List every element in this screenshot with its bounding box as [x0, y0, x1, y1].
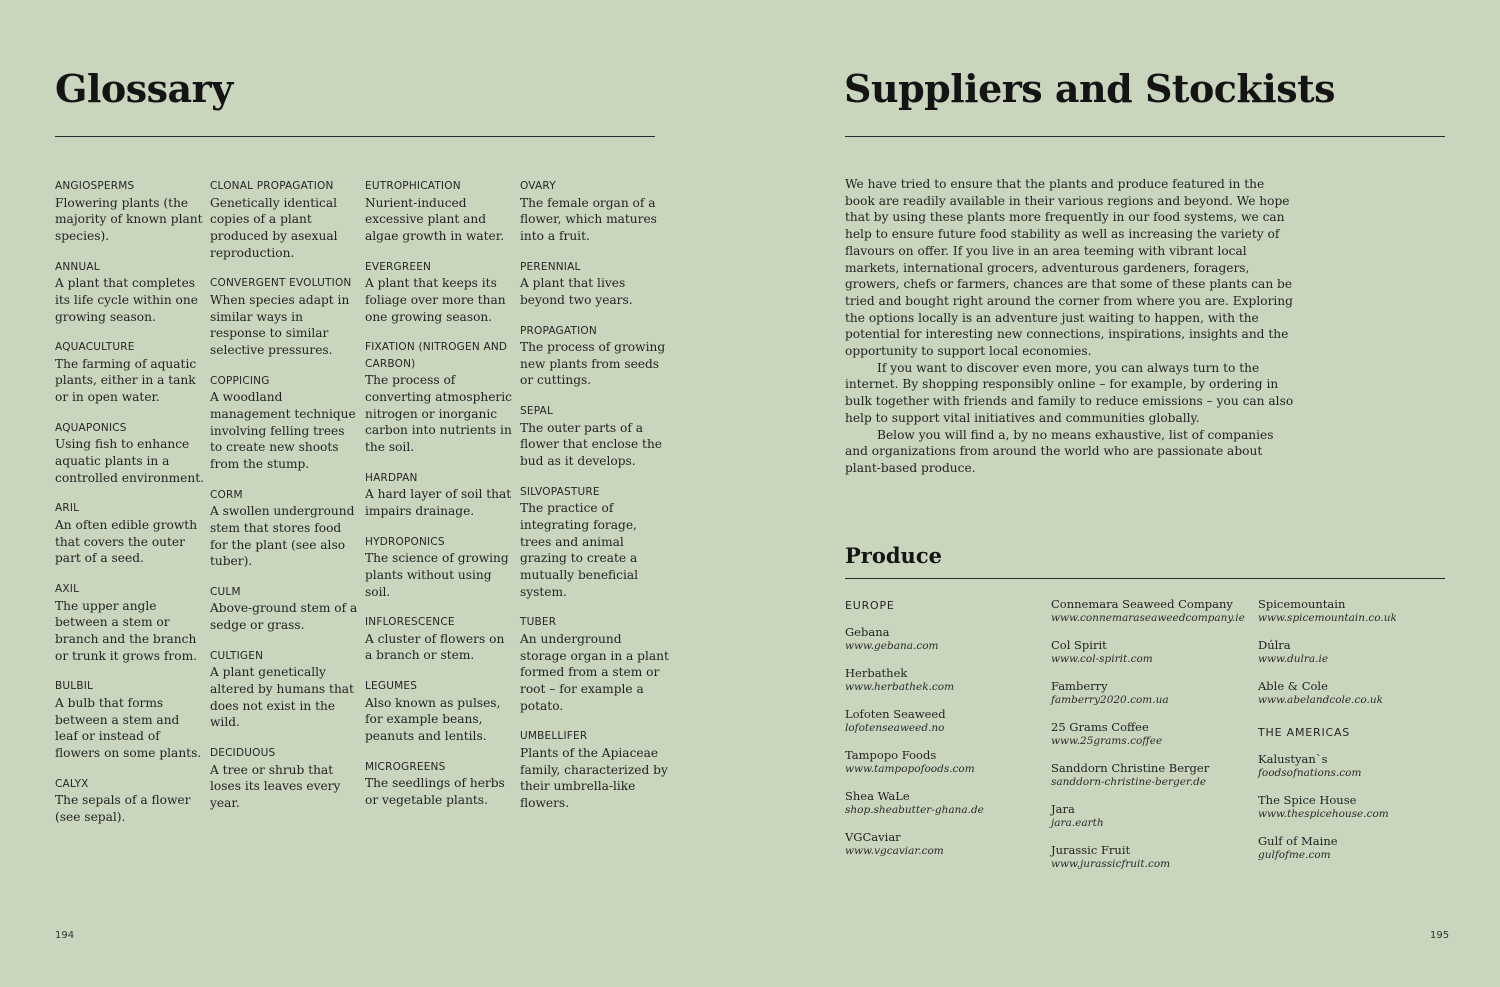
supplier-name: Connemara Seaweed Company	[1051, 597, 1233, 611]
supplier-url: www.dulra.ie	[1258, 653, 1329, 665]
intro-paragraph-1: We have tried to ensure that the plants and produce featured in the book are readily available in their various regions and beyond. We hope that by using these plants more frequently in our food systems, we can help to ensure future food stability as well as increasing the variety of flavours on offer. If you live in an area teeming with vibrant local markets, international grocers, adventurous gardeners, foragers, growers, chefs or farmers, chances are that some of these plants can be tried and bought right around the corner from where you are. Exploring the options locally is an adventure just waiting to happen, with the potential for interesting new connections, inspirations, insights and the opportunity to support local economies.	[845, 177, 1293, 359]
glossary-term-heading: EVERGREEN	[365, 260, 432, 273]
glossary-term-heading: FIXATION (NITROGEN AND CARBON)	[365, 341, 508, 370]
glossary-term	[55, 339, 205, 406]
suppliers-column-1	[845, 598, 1045, 871]
glossary-term	[55, 581, 205, 664]
supplier-name: Famberry	[1051, 679, 1108, 693]
supplier-url: www.tampopofoods.com	[845, 763, 975, 775]
glossary-column-1	[55, 178, 205, 840]
glossary-term-heading: MICROGREENS	[365, 760, 446, 773]
supplier-name: Sanddorn Christine Berger	[1051, 761, 1210, 775]
glossary-term	[365, 759, 515, 809]
supplier-url: jara.earth	[1051, 817, 1104, 829]
page-number-left: 194	[55, 930, 75, 941]
supplier-url: www.abelandcole.co.uk	[1258, 694, 1383, 706]
glossary-term-heading: BULBIL	[55, 680, 94, 693]
supplier-name: Shea WaLe	[845, 789, 910, 803]
glossary-term	[365, 678, 515, 745]
supplier-url: www.gebana.com	[845, 640, 939, 652]
suppliers-column-3	[1258, 597, 1458, 875]
supplier-name: Herbathek	[845, 666, 908, 680]
supplier-entry	[845, 707, 1045, 735]
supplier-name: Dúlra	[1258, 638, 1291, 652]
glossary-term-definition: The outer parts of a flower that enclose the bud as it develops.	[520, 420, 663, 469]
glossary-term-heading: DECIDUOUS	[210, 747, 276, 760]
supplier-name: Gulf of Maine	[1258, 834, 1338, 848]
glossary-term-heading: ANNUAL	[55, 260, 100, 273]
glossary-term-definition: Genetically identical copies of a plant produced by asexual reproduction.	[210, 195, 338, 260]
glossary-term	[210, 373, 360, 473]
glossary-term-definition: Flowering plants (the majority of known plant species).	[55, 195, 203, 243]
glossary-term-heading: AQUAPONICS	[55, 421, 127, 434]
supplier-name: Lofoten Seaweed	[845, 707, 946, 721]
suppliers-column-2	[1051, 597, 1251, 884]
glossary-term-definition: A plant that lives beyond two years.	[520, 276, 633, 307]
glossary-title: Glossary	[55, 66, 233, 111]
glossary-term	[520, 323, 670, 390]
glossary-term-definition: An underground storage organ in a plant formed from a stem or root – for example a potato.	[520, 631, 669, 713]
produce-title: Produce	[845, 543, 942, 568]
glossary-term-definition: A tree or shrub that loses its leaves every year.	[210, 762, 341, 811]
glossary-term-heading: INFLORESCENCE	[365, 616, 455, 629]
glossary-term	[365, 614, 515, 664]
glossary-term-heading: HARDPAN	[365, 471, 418, 484]
glossary-term-heading: CULM	[210, 585, 241, 598]
glossary-term	[210, 487, 360, 570]
supplier-entry	[845, 830, 1045, 858]
glossary-term-heading: SEPAL	[520, 405, 553, 418]
suppliers-title: Suppliers and Stockists	[844, 66, 1336, 111]
supplier-entry	[1258, 597, 1458, 625]
supplier-name: Jurassic Fruit	[1051, 843, 1131, 857]
glossary-term-definition: A swollen underground stem that stores food for the plant (see also tuber).	[210, 504, 355, 569]
supplier-url: sanddorn-christine-berger.de	[1051, 776, 1207, 788]
glossary-term	[365, 178, 515, 245]
glossary-term	[210, 178, 360, 261]
supplier-url: www.jurassicfruit.com	[1051, 858, 1171, 870]
supplier-name: VGCaviar	[845, 830, 901, 844]
supplier-name: The Spice House	[1258, 793, 1357, 807]
supplier-url: www.connemaraseaweedcompany.ie	[1051, 612, 1245, 624]
glossary-term	[520, 484, 670, 601]
supplier-entry	[1258, 834, 1458, 862]
glossary-term-heading: HYDROPONICS	[365, 535, 445, 548]
glossary-term	[365, 534, 515, 601]
glossary-term-heading: ARIL	[55, 502, 80, 515]
glossary-term-heading: CORM	[210, 488, 243, 501]
glossary-term	[210, 584, 360, 634]
glossary-term-definition: The female organ of a flower, which matures into a fruit.	[520, 195, 657, 243]
supplier-entry	[1258, 793, 1458, 821]
supplier-name: Able & Cole	[1258, 679, 1328, 693]
region-europe: EUROPE	[845, 599, 895, 612]
supplier-entry	[1051, 720, 1251, 748]
supplier-name: Jara	[1051, 802, 1075, 816]
glossary-term	[520, 259, 670, 309]
glossary-term-definition: A plant that completes its life cycle within one growing season.	[55, 276, 198, 324]
supplier-name: Tampopo Foods	[845, 748, 937, 762]
supplier-url: www.25grams.coffee	[1051, 735, 1163, 747]
region-americas: THE AMERICAS	[1258, 726, 1351, 739]
glossary-term-heading: TUBER	[520, 616, 557, 629]
supplier-entry	[845, 748, 1045, 776]
supplier-entry	[1051, 679, 1251, 707]
glossary-term	[55, 259, 205, 326]
supplier-entry	[1258, 638, 1458, 666]
glossary-term	[210, 275, 360, 358]
glossary-term-heading: COPPICING	[210, 374, 270, 387]
supplier-name: Gebana	[845, 625, 890, 639]
supplier-url: famberry2020.com.ua	[1051, 694, 1169, 706]
supplier-name: Spicemountain	[1258, 597, 1346, 611]
glossary-term	[55, 420, 205, 487]
glossary-term-definition: The process of growing new plants from seeds or cuttings.	[520, 340, 666, 388]
glossary-term	[55, 776, 205, 826]
supplier-entry	[1051, 802, 1251, 830]
supplier-entry	[1051, 597, 1251, 625]
supplier-url: www.thespicehouse.com	[1258, 808, 1389, 820]
glossary-term-definition: A hard layer of soil that impairs drainage.	[365, 487, 512, 518]
intro-paragraph-2: If you want to discover even more, you can always turn to the internet. By shopping responsibly online – for example, by ordering in bulk together with friends and family to reduce emissions – you can also help to support vital initiatives and communities globally.	[845, 360, 1294, 425]
glossary-term-definition: The process of converting atmospheric nitrogen or inorganic carbon into nutrients in the soil.	[365, 373, 512, 455]
supplier-url: www.col-spirit.com	[1051, 653, 1153, 665]
glossary-term-heading: AXIL	[55, 583, 80, 596]
supplier-entry	[1051, 843, 1251, 871]
glossary-term	[520, 614, 670, 714]
glossary-term-definition: An often edible growth that covers the outer part of a seed.	[55, 517, 198, 566]
supplier-entry	[1051, 638, 1251, 666]
glossary-term-definition: The sepals of a flower (see sepal).	[55, 793, 191, 824]
glossary-term-definition: Plants of the Apiaceae family, characterized by their umbrella-like flowers.	[520, 745, 668, 811]
glossary-term-heading: CULTIGEN	[210, 649, 264, 662]
glossary-term-heading: OVARY	[520, 180, 556, 192]
supplier-name: Kalustyan`s	[1258, 752, 1328, 766]
supplier-entry	[1258, 679, 1458, 707]
glossary-term-definition: A plant genetically altered by humans that does not exist in the wild.	[210, 665, 354, 730]
glossary-term	[210, 648, 360, 731]
glossary-column-2	[210, 178, 360, 826]
suppliers-intro	[845, 176, 1295, 477]
glossary-term-heading: LEGUMES	[365, 680, 418, 693]
glossary-term-definition: Using fish to enhance aquatic plants in a controlled environment.	[55, 437, 205, 485]
glossary-term-heading: PERENNIAL	[520, 260, 581, 273]
intro-paragraph-3: Below you will find a, by no means exhaustive, list of companies and organizations from around the world who are passionate about plant-based produce.	[845, 427, 1274, 475]
glossary-term-heading: CONVERGENT EVOLUTION	[210, 277, 352, 290]
glossary-term-definition: The seedlings of herbs or vegetable plants.	[365, 776, 505, 807]
supplier-url: gulfofme.com	[1258, 849, 1331, 861]
supplier-entry	[1258, 752, 1458, 780]
glossary-term-definition: The practice of integrating forage, trees and animal grazing to create a mutually beneficial system.	[520, 501, 639, 599]
glossary-term	[365, 470, 515, 520]
glossary-term-definition: A woodland management technique involving felling trees to create new shoots from the stump.	[210, 390, 356, 471]
glossary-column-3	[365, 178, 515, 823]
supplier-name: 25 Grams Coffee	[1051, 720, 1149, 734]
glossary-term-definition: The upper angle between a stem or branch and the branch or trunk it grows from.	[55, 598, 198, 663]
glossary-term-heading: SILVOPASTURE	[520, 485, 600, 498]
supplier-entry	[845, 666, 1045, 694]
glossary-term-definition: When species adapt in similar ways in response to similar selective pressures.	[210, 292, 350, 357]
glossary-term-heading: AQUACULTURE	[55, 341, 135, 354]
glossary-term-heading: CALYX	[55, 777, 89, 790]
glossary-term	[520, 403, 670, 470]
glossary-term-heading: EUTROPHICATION	[365, 180, 461, 192]
glossary-term	[210, 745, 360, 812]
glossary-term-definition: Nurient-induced excessive plant and algae growth in water.	[365, 195, 505, 243]
glossary-term-definition: A bulb that forms between a stem and leaf or instead of flowers on some plants.	[55, 695, 202, 760]
produce-rule	[845, 578, 1445, 579]
glossary-term	[55, 678, 205, 761]
supplier-url: lofotenseaweed.no	[845, 722, 945, 734]
glossary-column-4	[520, 178, 670, 826]
glossary-term-definition: A plant that keeps its foliage over more than one growing season.	[365, 276, 506, 324]
glossary-term	[55, 500, 205, 567]
glossary-term	[55, 178, 205, 245]
page-number-right: 195	[1430, 930, 1450, 941]
glossary-term-definition: The science of growing plants without using soil.	[365, 551, 509, 599]
glossary-term-heading: UMBELLIFER	[520, 730, 588, 743]
supplier-entry	[845, 789, 1045, 817]
supplier-entry	[845, 625, 1045, 653]
supplier-url: shop.sheabutter-ghana.de	[845, 804, 984, 816]
glossary-rule	[55, 136, 655, 137]
supplier-url: www.vgcaviar.com	[845, 845, 944, 857]
supplier-name: Col Spirit	[1051, 638, 1107, 652]
glossary-term-definition: A cluster of flowers on a branch or stem.	[365, 631, 505, 663]
right-page	[750, 0, 1500, 987]
supplier-url: foodsofnations.com	[1258, 767, 1362, 779]
glossary-term-definition: Above-ground stem of a sedge or grass.	[210, 601, 358, 633]
glossary-term	[365, 259, 515, 326]
supplier-url: www.herbathek.com	[845, 681, 955, 693]
glossary-term-heading: ANGIOSPERMS	[55, 180, 135, 192]
glossary-term	[520, 178, 670, 245]
glossary-term-definition: The farming of aquatic plants, either in a tank or in open water.	[55, 356, 197, 405]
glossary-term-definition: Also known as pulses, for example beans, peanuts and lentils.	[365, 695, 501, 744]
suppliers-rule	[845, 136, 1445, 137]
glossary-term-heading: CLONAL PROPAGATION	[210, 180, 334, 192]
glossary-term	[365, 339, 515, 456]
glossary-term	[520, 728, 670, 811]
supplier-entry	[1051, 761, 1251, 789]
glossary-term-heading: PROPAGATION	[520, 324, 597, 337]
supplier-url: www.spicemountain.co.uk	[1258, 612, 1397, 624]
